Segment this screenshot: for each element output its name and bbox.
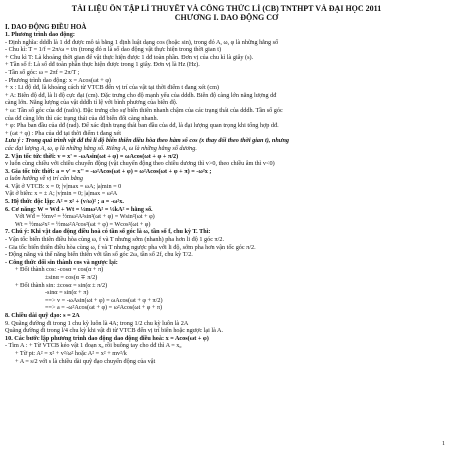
text-line: ==> v = -ωAsin(ωt + φ) = ωAcos(ωt + φ + π/2)	[45, 296, 163, 304]
text-line: - Tần số góc: ω = 2πf = 2π/T ;	[5, 68, 80, 76]
text-line: -sinα = sin(α + π)	[45, 289, 89, 297]
text-line: v luôn cùng chiều với chiều chuyển động (vật chuyển động theo chiều dương thì v>0, theo chiều âm thì v<0)	[5, 160, 275, 168]
text-line: - Động năng và thế năng biến thiên với tần số góc 2ω, tần số 2f, chu kỳ T/2.	[5, 251, 193, 259]
text-line: a luôn hướng về vị trí cân bằng	[5, 175, 83, 183]
text-line: Với Wđ = ½mv² = ½mω²A²sin²(ωt + φ) = Wsin²(ωt + φ)	[15, 213, 155, 221]
page-number: 1	[442, 441, 445, 447]
text-line: - Gia tốc biến thiên điều hòa cùng ω, f và T nhưng ngược pha với li độ, sớm pha hơn vận tốc góc π/2.	[5, 243, 256, 251]
text-line: của dđ càng lớn thì các trạng thái của dđ biến đổi càng nhanh.	[5, 114, 159, 122]
text-line: + Chu kì T: Là khoảng thời gian để vật thực hiện được 1 dđ toàn phần. Đơn vị của chu kì là giây (s).	[5, 53, 254, 61]
text-line: + (ωt + φ) : Pha của dđ tại thời điểm t đang xét	[5, 129, 122, 137]
text-line: 7. Chú ý: Khi vật dao động điều hoà có tần số góc là ω, tần số f, chu kỳ T. Thì:	[5, 228, 211, 236]
text-line: ±sinα = cos(α ∓ π/2)	[45, 274, 98, 281]
text-line: I. DAO ĐỘNG ĐIỀU HOÀ	[5, 23, 87, 31]
chapter-heading: CHƯƠNG I. DAO ĐỘNG CƠ	[174, 13, 279, 22]
text-line: - Phương trình dao động: x = Acos(ωt + φ)	[5, 76, 111, 84]
text-line: các đại lượng A, ω, φ là những hằng số. Riêng A, ω là những hằng số dương.	[5, 144, 197, 152]
text-line: + A: Biên độ dđ, là li độ cực đại (cm). Đặc trưng cho độ mạnh yếu của dddh. Biên độ càng lớn năng lượng dđ	[5, 91, 277, 99]
text-line: - Định nghĩa: dddh là 1 dđ được mô tả bằng 1 định luật dạng cos (hoặc sin), trong đó A, ω, φ là những hằng số	[5, 38, 279, 46]
text-line: - Vận tốc biến thiên điều hòa cùng ω, f và T nhưng sớm (nhanh) pha hơn li độ 1 góc π/2.	[5, 236, 225, 244]
text-line: + Tần số f: Là số dđ toàn phần thực hiện được trong 1 giây. Đơn vị là Hz (Hz).	[5, 61, 200, 69]
text-line: + Đổi thành cos: -cosα = cos(α + π)	[15, 266, 104, 274]
text-line: 4. Vật ở VTCB: x = 0; |v|max = ωA; |a|min = 0	[5, 182, 122, 190]
text-line: 6. Cơ năng: W = Wđ + Wt = ½mω²A² = ½kA² = hằng số.	[5, 205, 153, 213]
text-line: - Tìm A : + Từ VTCB kéo vật 1 đoạn x₀ rồi buông tay cho dđ thì A = x₀	[5, 342, 182, 350]
document-body	[5, 23, 448, 365]
text-line: Vật ở biên: x = ± A; |v|min = 0; |a|max = ω²A	[5, 190, 118, 198]
text-line: - Chu kì: T = 1/f = 2π/ω = t/n (trong đó n là số dao động vật thực hiện trong thời gian t)	[5, 46, 222, 54]
text-line: + Từ pt: A² = x² + v²/ω² hoặc A² = x² + mv²/k	[15, 349, 127, 357]
text-line: 9. Quãng đường đi trong 1 chu kỳ luôn là 4A; trong 1/2 chu kỳ luôn là 2A	[5, 319, 189, 327]
text-line: 2. Vận tốc tức thời: v = x' = -ωAsin(ωt + φ) = ωAcos(ωt + φ + π/2)	[5, 152, 179, 160]
text-line: + x : Li độ dđ, là khoảng cách từ VTCB đến vị trí của vật tại thời điểm t đang xét (cm)	[5, 84, 219, 92]
text-line: Wt = ½mω²x² = ½mω²A²cos²(ωt + φ) = Wcos²(ωt + φ)	[15, 220, 151, 228]
text-line: - Công thức đổi sin thành cos và ngược lại:	[5, 258, 118, 266]
text-line: 10. Các bước lập phương trình dao động dao động điều hoà: x = Acos(ωt + φ)	[5, 334, 209, 342]
text-line: 5. Hệ thức độc lập: A² = x² + (v/ω)² ; a = -ω²x.	[5, 198, 124, 206]
text-line: + φ: Pha ban đầu của dđ (rad). Để xác định trạng thái ban đầu của dđ, là đại lượng quan trọng khi tổng hợp dđ.	[5, 122, 279, 130]
document-page	[5, 4, 448, 450]
text-line: 8. Chiều dài quỹ đạo: s = 2A	[5, 311, 80, 319]
text-line: càng lớn. Năng lượng của vật dddh tỉ lệ với bình phương của biên độ.	[5, 99, 178, 107]
document-title: TÀI LIỆU ÔN TẬP LÍ THUYẾT VÀ CÔNG THỨC LÍ (CB) TNTHPT VÀ ĐẠI HỌC 2011	[71, 4, 382, 13]
text-line: Lưu ý : Trong quá trình vật dđ thì li độ biến thiên điều hòa theo hàm số cos (x thay đổi theo thời gian t), nhưng	[5, 137, 290, 145]
text-line: ==> a = -ω²Acos(ωt + φ) = ω²Acos(ωt + φ + π)	[45, 304, 163, 312]
text-line: Quãng đường đi trong l/4 chu kỳ khi vật đi từ VTCB đến vị trí biên hoặc ngược lại là A.	[5, 327, 224, 335]
text-line: 1. Phương trình dao động:	[5, 31, 75, 38]
text-line: + Đổi thành sin: ±cosα = sin(α ± π/2)	[15, 281, 108, 289]
text-line: 3. Gia tốc tức thời: a = v' = x'' = -ω²Acos(ωt + φ) = ω²Acos(ωt + φ + π) = -ω²x ;	[5, 167, 212, 175]
text-line: + A = s/2 với s là chiều dài quỹ đạo chuyển động của vật	[15, 357, 156, 365]
text-line: + ω: Tần số góc của dđ (rad/s). Đặc trưng cho sự biến thiên nhanh chậm của các trạng thái của dddh. Tần số góc	[5, 106, 283, 114]
